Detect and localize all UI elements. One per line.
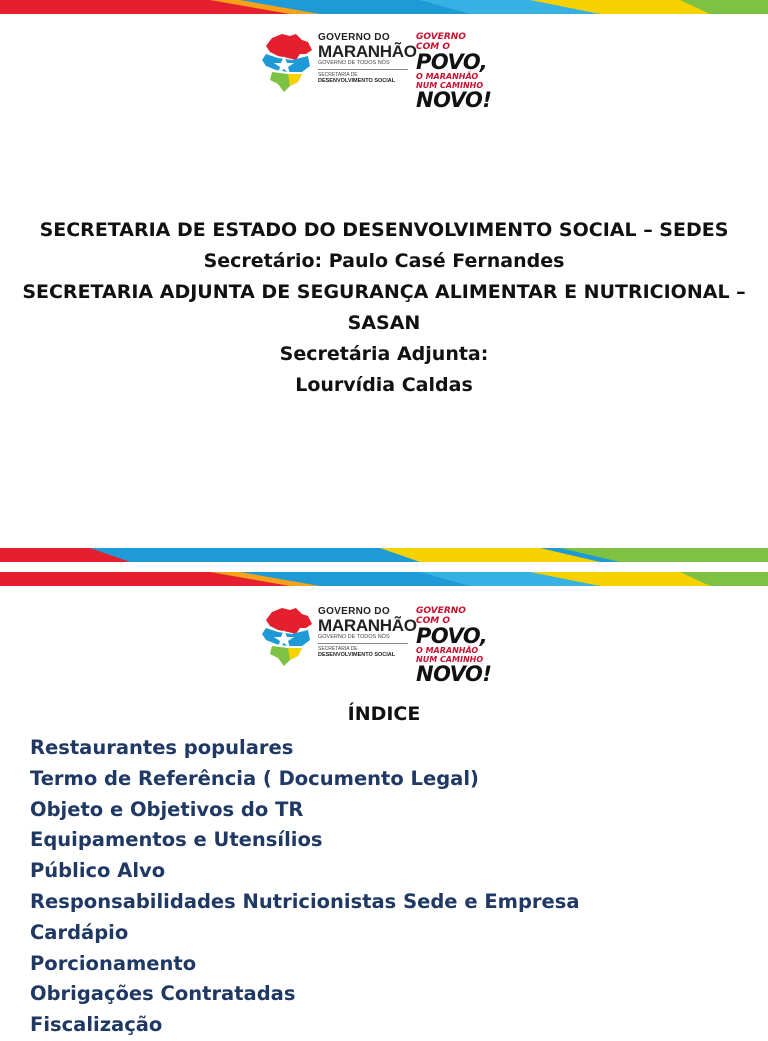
adjunct-secretary-name: Lourvídia Caldas (295, 374, 473, 396)
government-logo-2 (258, 606, 492, 686)
government-wordmark-2 (318, 606, 417, 658)
slogan-2 (416, 606, 492, 686)
slogan-line-2: POVO, (416, 624, 488, 648)
secretary-name: Secretário: Paulo Casé Fernandes (203, 250, 565, 272)
slogan-line-4: NOVO! (416, 662, 492, 686)
gov-line-1: GOVERNO DO (318, 32, 390, 43)
index-item: Objeto e Objetivos do TR (30, 797, 304, 821)
index-item: Termo de Referência ( Documento Legal) (30, 766, 479, 790)
index-item: Fiscalização (30, 1013, 163, 1037)
gov-line-5: DESENVOLVIMENTO SOCIAL (318, 78, 396, 84)
index-list (30, 733, 580, 1041)
index-item: Responsabilidades Nutricionistas Sede e Empresa (30, 889, 580, 913)
maranhao-map-icon (258, 606, 316, 666)
color-stripe-top-2 (0, 572, 768, 586)
gov-line-4: SECRETARIA DE (318, 646, 358, 652)
index-item: Porcionamento (30, 951, 197, 975)
gov-line-2: MARANHÃO (318, 616, 417, 635)
index-item: Restaurantes populares (30, 736, 294, 759)
slide-1-title-block (20, 215, 748, 401)
gov-line-2: MARANHÃO (318, 42, 417, 61)
gov-line-4: SECRETARIA DE (318, 72, 358, 78)
maranhao-map-icon (258, 32, 316, 92)
index-item: Obrigações Contratadas (30, 982, 296, 1006)
slogan-line-4: NOVO! (416, 88, 492, 112)
gov-line-3: GOVERNO DE TODOS NÓS (318, 634, 408, 644)
index-item: Cardápio (30, 920, 129, 944)
index-item: Equipamentos e Utensílios (30, 828, 323, 852)
color-stripe-bottom (0, 548, 768, 562)
government-logo (258, 32, 492, 112)
gov-line-1: GOVERNO DO (318, 606, 390, 617)
government-wordmark (318, 32, 417, 84)
index-item: Público Alvo (30, 859, 166, 883)
slide-2 (0, 572, 768, 1037)
color-stripe-top (0, 0, 768, 14)
index-title: ÍNDICE (347, 703, 421, 725)
sedes-heading: SECRETARIA DE ESTADO DO DESENVOLVIMENTO SOCIAL – SEDES (39, 219, 729, 241)
slogan-line-3: O MARANHÃO NUM CAMINHO (416, 646, 484, 664)
sasan-heading: SECRETARIA ADJUNTA DE SEGURANÇA ALIMENTAR E NUTRICIONAL – SASAN (22, 281, 746, 334)
adjunct-secretary-label: Secretária Adjunta: (279, 343, 489, 365)
slogan-line-1: GOVERNO COM O (416, 32, 466, 52)
slogan-line-2: POVO, (416, 50, 488, 74)
gov-line-5: DESENVOLVIMENTO SOCIAL (318, 652, 396, 658)
slogan-line-1: GOVERNO COM O (416, 606, 466, 626)
slogan-line-3: O MARANHÃO NUM CAMINHO (416, 72, 484, 90)
gov-line-3: GOVERNO DE TODOS NÓS (318, 60, 408, 70)
slogan (416, 32, 492, 112)
